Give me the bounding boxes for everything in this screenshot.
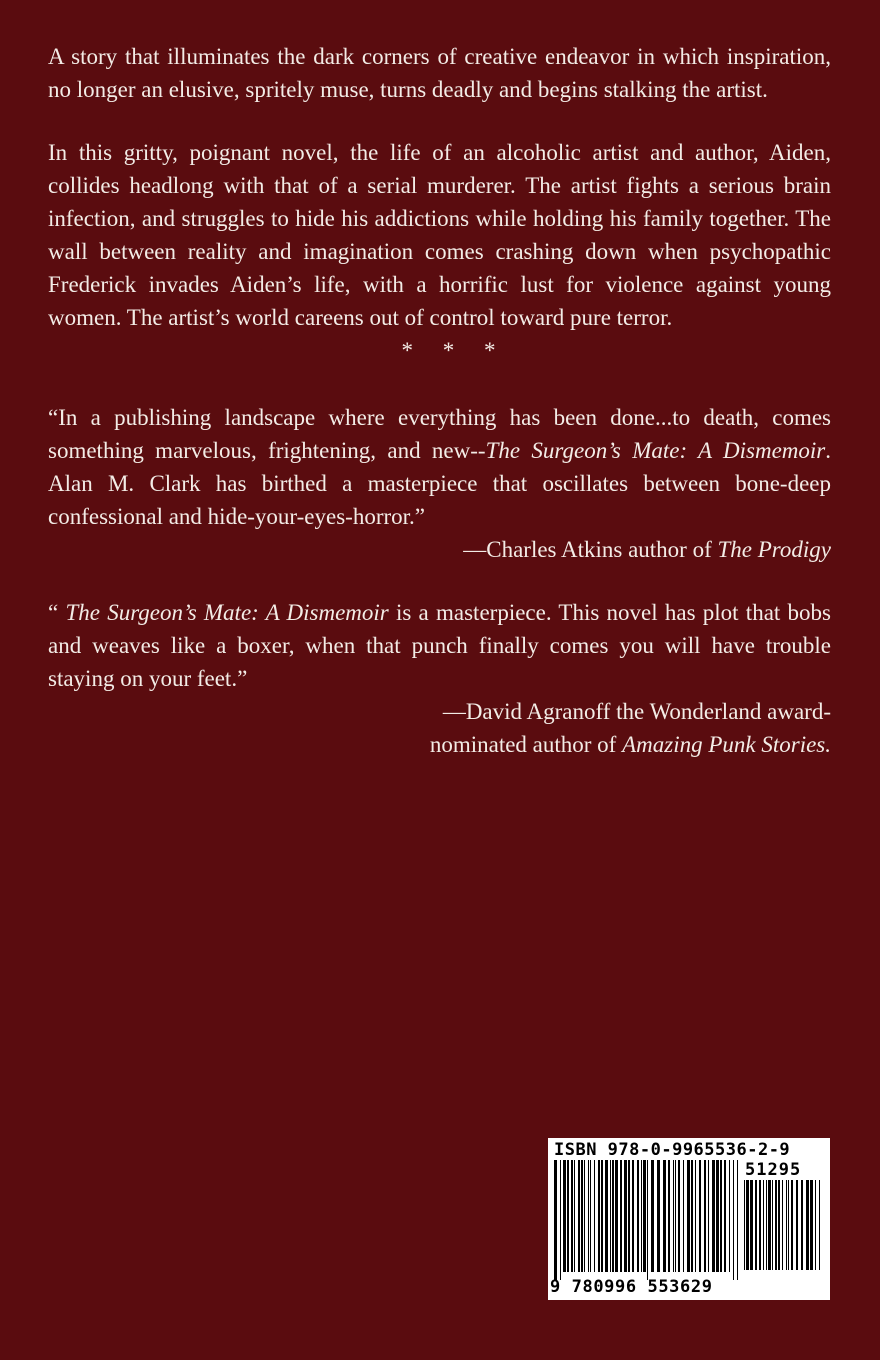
- barcode-bar: [782, 1180, 783, 1270]
- barcode-bar: [806, 1180, 809, 1270]
- barcode-bar: [610, 1160, 611, 1272]
- barcode-bar: [624, 1160, 627, 1272]
- barcode-bar: [716, 1160, 719, 1272]
- barcode-bar: [598, 1160, 600, 1272]
- barcode-bar: [763, 1180, 764, 1270]
- review-quote-1: [48, 401, 831, 566]
- barcode-bar: [791, 1180, 793, 1270]
- barcode-bar: [691, 1160, 693, 1272]
- barcode-bar: [699, 1160, 701, 1272]
- barcode-bar: [651, 1160, 654, 1272]
- price-code: 51295: [745, 1160, 802, 1180]
- barcode-bar: [643, 1160, 646, 1272]
- review-quote-2-text: “ The Surgeon’s Mate: A Dismemoir is a masterpiece. This novel has plot that bobs and weaves like a boxer, when that punch finally comes you will have trouble staying on your feet.”: [48, 600, 831, 691]
- section-separator: * * *: [401, 338, 508, 363]
- barcode-bar: [578, 1160, 580, 1272]
- barcode-bar: [759, 1180, 761, 1270]
- barcode-bar: [563, 1160, 566, 1272]
- barcode-bar: [695, 1160, 696, 1272]
- barcode-bar: [766, 1180, 767, 1270]
- barcode-bar: [554, 1160, 557, 1280]
- barcode-bar: [786, 1180, 787, 1270]
- barcode-bar: [620, 1160, 622, 1272]
- barcode-bar: [755, 1180, 757, 1270]
- book-title: The Surgeon’s Mate: A Dismemoir: [485, 438, 826, 463]
- barcode-bar: [590, 1160, 591, 1272]
- barcode-bar: [567, 1160, 569, 1272]
- barcode-bar: [720, 1160, 722, 1272]
- barcode-bar: [733, 1160, 734, 1280]
- review-quote-1-text: “In a publishing landscape where everything has been done...to death, comes something marvelous, frightening, and new--The Surgeon’s Mate: A Dismemoir. Alan M. Clark has birthed a masterpiece that oscillates between bone-deep confessional and hide-your-eyes-horror.”: [48, 405, 831, 529]
- barcode-bar: [605, 1160, 608, 1272]
- barcode-bar: [819, 1180, 820, 1270]
- barcode-bar: [628, 1160, 630, 1272]
- isbn-label: ISBN 978-0-9965536-2-9: [554, 1140, 791, 1160]
- barcode-bar: [675, 1160, 676, 1272]
- barcode-bar: [673, 1160, 674, 1272]
- barcode-bar: [788, 1180, 789, 1270]
- barcode-bar: [647, 1160, 648, 1280]
- barcode-bar: [663, 1160, 666, 1272]
- reviewer-work-title: The Prodigy: [717, 537, 831, 562]
- barcode-bar: [588, 1160, 589, 1272]
- barcode-bar: [612, 1160, 614, 1272]
- review-quote-2: [48, 596, 831, 761]
- barcode-bar: [778, 1180, 780, 1270]
- book-title: The Surgeon’s Mate: A Dismemoir: [65, 600, 389, 625]
- barcode-bar: [571, 1160, 573, 1272]
- addon-barcode-bars: [744, 1180, 824, 1278]
- barcode-bar: [772, 1180, 773, 1270]
- barcode-bar: [796, 1180, 798, 1270]
- barcode-bar: [560, 1160, 561, 1280]
- review-quote-2-attribution-line1: —David Agranoff the Wonderland award-: [442, 699, 831, 724]
- ean-barcode-bars: [554, 1160, 740, 1280]
- barcode-bar: [815, 1180, 816, 1270]
- barcode-bar: [632, 1160, 634, 1272]
- barcode-bar: [737, 1160, 738, 1280]
- barcode-bar: [601, 1160, 603, 1272]
- barcode-bar: [708, 1160, 709, 1272]
- barcode-bar: [729, 1160, 730, 1272]
- barcode-bar: [584, 1160, 585, 1272]
- barcode-bar: [657, 1160, 660, 1272]
- reviewer-work-title: Amazing Punk Stories.: [622, 732, 831, 757]
- ean-digits: 9 780996 553629: [550, 1277, 713, 1297]
- barcode-bar: [683, 1160, 684, 1272]
- barcode-bar: [687, 1160, 690, 1272]
- review-quote-1-attribution: —Charles Atkins author of The Prodigy: [463, 537, 831, 562]
- barcode-bar: [750, 1180, 753, 1270]
- barcode-bar: [744, 1180, 745, 1270]
- isbn-barcode: [548, 1138, 830, 1300]
- barcode-bar: [641, 1160, 642, 1272]
- barcode-bar: [712, 1160, 715, 1272]
- review-quote-2-attribution-line2: nominated author of Amazing Punk Stories.: [429, 732, 831, 757]
- blurb-paragraph-2: In this gritty, poignant novel, the life of an alcoholic artist and author, Aiden, collides headlong with that of a serial murderer. The artist fights a serious brain infection, and struggles to hide his addictions while holding his family together. The wall between reality and imagination comes crashing down when psychopathic Frederick invades Aiden’s life, with a horrific lust for violence against young women. The artist’s world careens out of control toward pure terror.: [48, 140, 831, 330]
- barcode-bar: [637, 1160, 639, 1272]
- barcode-bar: [810, 1180, 813, 1270]
- barcode-bar: [724, 1160, 726, 1272]
- barcode-bar: [668, 1160, 670, 1272]
- barcode-bar: [574, 1160, 575, 1272]
- barcode-bar: [704, 1160, 706, 1272]
- barcode-bar: [746, 1180, 749, 1270]
- back-cover-text: [48, 40, 831, 791]
- barcode-bar: [775, 1180, 777, 1270]
- barcode-bar: [594, 1160, 595, 1272]
- barcode-bar: [615, 1160, 618, 1272]
- barcode-bar: [581, 1160, 583, 1272]
- blurb-paragraph-1: A story that illuminates the dark corners of creative endeavor in which inspiration, no longer an elusive, spritely muse, turns deadly and begins stalking the artist.: [48, 44, 831, 102]
- barcode-bar: [768, 1180, 771, 1270]
- barcode-bar: [801, 1180, 803, 1270]
- barcode-bar: [678, 1160, 680, 1272]
